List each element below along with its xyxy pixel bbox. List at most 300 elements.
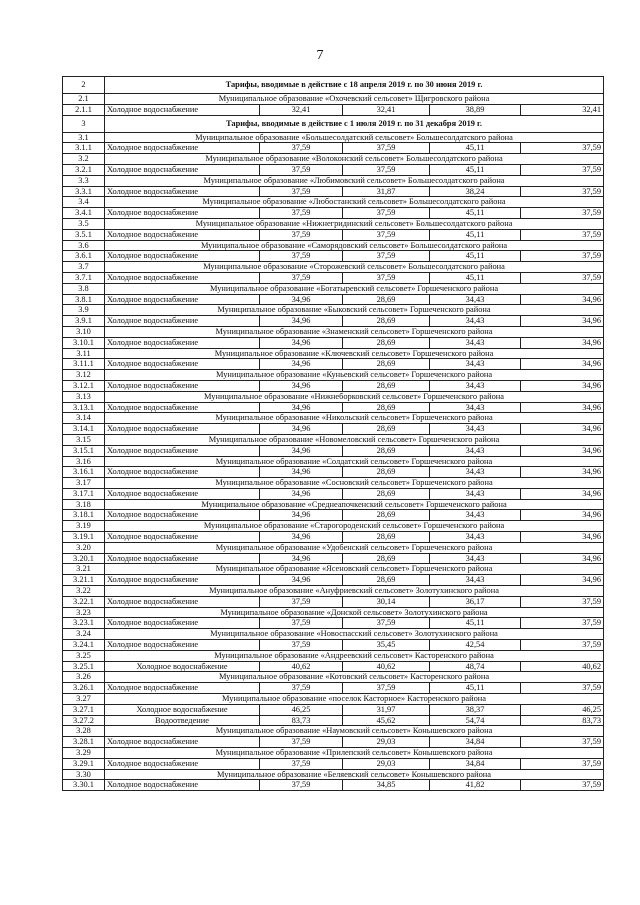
tariff-value-1: 34,96	[260, 359, 343, 370]
tariff-value-1: 34,96	[260, 316, 343, 327]
tariff-value-2: 28,69	[343, 510, 430, 521]
row-code: 3.18.1	[63, 510, 105, 521]
tariff-value-3: 41,82	[430, 780, 521, 791]
row-code: 3.5	[63, 218, 105, 229]
row-code: 3.2.1	[63, 164, 105, 175]
municipality-name: Муниципальное образование «Сосновский сельсовет» Горшеченского района	[105, 478, 604, 489]
row-code: 3.21.1	[63, 575, 105, 586]
tariff-value-3: 34,43	[430, 510, 521, 521]
tariff-value-2: 28,69	[343, 294, 430, 305]
service-name: Холодное водоснабжение	[105, 553, 260, 564]
tariff-value-1: 34,96	[260, 294, 343, 305]
tariff-value-2: 28,69	[343, 316, 430, 327]
tariff-value-2: 28,69	[343, 337, 430, 348]
service-name: Холодное водоснабжение	[105, 251, 260, 262]
row-code: 3.12	[63, 370, 105, 381]
table-row	[63, 488, 604, 499]
municipality-name: Муниципальное образование «Саморядовский сельсовет» Большесолдатского района	[105, 240, 604, 251]
municipality-name: Муниципальное образование «Ануфриевский сельсовет» Золотухинского района	[105, 586, 604, 597]
table-row	[63, 380, 604, 391]
municipality-row	[63, 218, 604, 229]
tariff-value-3: 34,84	[430, 758, 521, 769]
tariff-value-3: 34,43	[430, 553, 521, 564]
municipality-name: Муниципальное образование «Сторожевский сельсовет» Большесолдатского района	[105, 262, 604, 273]
table-row	[63, 467, 604, 478]
municipality-name: Муниципальное образование «Ключевский сельсовет» Горшеченского района	[105, 348, 604, 359]
tariff-value-3: 45,11	[430, 208, 521, 219]
tariff-value-4: 34,96	[521, 424, 604, 435]
row-code: 3.9.1	[63, 316, 105, 327]
tariff-value-2: 30,14	[343, 596, 430, 607]
row-code: 3.29	[63, 748, 105, 759]
tariff-value-4: 83,73	[521, 715, 604, 726]
service-name: Водоотведение	[105, 715, 260, 726]
tariff-value-1: 34,96	[260, 488, 343, 499]
service-name: Холодное водоснабжение	[105, 229, 260, 240]
tariff-value-3: 45,11	[430, 143, 521, 154]
row-code: 3.24.1	[63, 640, 105, 651]
service-name: Холодное водоснабжение	[105, 532, 260, 543]
municipality-row	[63, 726, 604, 737]
tariff-value-3: 34,43	[430, 337, 521, 348]
tariff-value-3: 45,11	[430, 229, 521, 240]
row-code: 3.7	[63, 262, 105, 273]
row-code: 3.26.1	[63, 683, 105, 694]
municipality-name: Муниципальное образование «Удобенский сельсовет» Горшеченского района	[105, 542, 604, 553]
service-name: Холодное водоснабжение	[105, 488, 260, 499]
tariff-value-3: 34,43	[430, 445, 521, 456]
row-code: 3.12.1	[63, 380, 105, 391]
table-row	[63, 758, 604, 769]
municipality-name: Муниципальное образование «Волоконский сельсовет» Большесолдатского района	[105, 154, 604, 165]
table-row	[63, 272, 604, 283]
municipality-name: Муниципальное образование «Большесолдатский сельсовет» Большесолдатского района	[105, 132, 604, 143]
row-code: 3.17.1	[63, 488, 105, 499]
tariff-value-4: 34,96	[521, 294, 604, 305]
tariff-value-1: 37,59	[260, 251, 343, 262]
row-code: 3.28.1	[63, 737, 105, 748]
table-row	[63, 704, 604, 715]
tariff-value-4: 34,96	[521, 316, 604, 327]
service-name: Холодное водоснабжение	[105, 272, 260, 283]
table-row	[63, 359, 604, 370]
row-code: 3.15.1	[63, 445, 105, 456]
row-code: 3.7.1	[63, 272, 105, 283]
municipality-row	[63, 521, 604, 532]
table-row	[63, 186, 604, 197]
tariff-value-1: 37,59	[260, 229, 343, 240]
tariff-value-1: 37,59	[260, 780, 343, 791]
service-name: Холодное водоснабжение	[105, 640, 260, 651]
municipality-row	[63, 240, 604, 251]
municipality-row	[63, 542, 604, 553]
tariff-value-2: 28,69	[343, 553, 430, 564]
table-row	[63, 510, 604, 521]
tariff-value-4: 34,96	[521, 488, 604, 499]
tariff-value-2: 40,62	[343, 661, 430, 672]
tariff-value-4: 37,59	[521, 229, 604, 240]
row-code: 3.1	[63, 132, 105, 143]
tariff-value-4: 34,96	[521, 402, 604, 413]
tariff-value-3: 45,11	[430, 164, 521, 175]
tariff-value-2: 28,69	[343, 359, 430, 370]
tariff-value-3: 34,43	[430, 359, 521, 370]
tariff-value-4: 34,96	[521, 575, 604, 586]
tariff-value-2: 45,62	[343, 715, 430, 726]
service-name: Холодное водоснабжение	[105, 661, 260, 672]
tariff-value-3: 34,43	[430, 488, 521, 499]
tariff-value-2: 31,87	[343, 186, 430, 197]
table-row	[63, 337, 604, 348]
row-code: 3.16	[63, 456, 105, 467]
row-code: 3.30	[63, 769, 105, 780]
table-row	[63, 553, 604, 564]
tariff-value-1: 83,73	[260, 715, 343, 726]
row-code: 3.15	[63, 434, 105, 445]
service-name: Холодное водоснабжение	[105, 294, 260, 305]
municipality-name: Муниципальное образование «Любимовский сельсовет» Большесолдатского района	[105, 175, 604, 186]
tariff-value-3: 34,43	[430, 467, 521, 478]
municipality-name: Муниципальное образование «Котовский сельсовет» Касторенского района	[105, 672, 604, 683]
tariff-value-3: 45,11	[430, 618, 521, 629]
municipality-name: Муниципальное образование «Андреевский сельсовет» Касторенского района	[105, 650, 604, 661]
municipality-row	[63, 748, 604, 759]
municipality-row	[63, 499, 604, 510]
table-row	[63, 445, 604, 456]
row-code: 3.1.1	[63, 143, 105, 154]
tariff-value-2: 28,69	[343, 445, 430, 456]
row-code: 3.26	[63, 672, 105, 683]
municipality-row	[63, 326, 604, 337]
municipality-name: Муниципальное образование «Среднеапочкенский сельсовет» Горшеченского района	[105, 499, 604, 510]
row-code: 3.20	[63, 542, 105, 553]
tariff-value-4: 37,59	[521, 758, 604, 769]
municipality-name: Муниципальное образование «Любостанский сельсовет» Большесолдатского района	[105, 197, 604, 208]
tariff-value-2: 28,69	[343, 380, 430, 391]
tariff-value-4: 37,59	[521, 186, 604, 197]
tariff-value-4: 32,41	[521, 104, 604, 115]
municipality-row	[63, 564, 604, 575]
tariff-value-4: 37,59	[521, 683, 604, 694]
row-code: 3.27.1	[63, 704, 105, 715]
service-name: Холодное водоснабжение	[105, 164, 260, 175]
tariff-value-1: 34,96	[260, 575, 343, 586]
municipality-name: Муниципальное образование «поселок Касторное» Касторенского района	[105, 694, 604, 705]
tariff-value-2: 32,41	[343, 104, 430, 115]
tariff-value-3: 36,17	[430, 596, 521, 607]
row-code: 3.4	[63, 197, 105, 208]
municipality-row	[63, 413, 604, 424]
tariff-value-4: 34,96	[521, 510, 604, 521]
table-row	[63, 104, 604, 115]
tariff-value-4: 46,25	[521, 704, 604, 715]
tariff-value-3: 48,74	[430, 661, 521, 672]
table-row	[63, 316, 604, 327]
row-code: 3.11	[63, 348, 105, 359]
row-code: 3.27	[63, 694, 105, 705]
tariff-value-3: 34,43	[430, 402, 521, 413]
table-row	[63, 229, 604, 240]
municipality-name: Муниципальное образование «Богатыревский сельсовет» Горшеченского района	[105, 283, 604, 294]
municipality-name: Муниципальное образование «Нижнегридинский сельсовет» Большесолдатского района	[105, 218, 604, 229]
row-code: 3.21	[63, 564, 105, 575]
tariff-value-4: 34,96	[521, 359, 604, 370]
row-code: 3.2	[63, 154, 105, 165]
municipality-row	[63, 478, 604, 489]
tariff-value-3: 38,24	[430, 186, 521, 197]
section-header-row	[63, 77, 604, 94]
row-code: 3.22	[63, 586, 105, 597]
row-code: 3.20.1	[63, 553, 105, 564]
row-code: 3.14	[63, 413, 105, 424]
row-code: 3.17	[63, 478, 105, 489]
municipality-row	[63, 154, 604, 165]
row-code: 3.19	[63, 521, 105, 532]
tariff-value-4: 34,96	[521, 337, 604, 348]
tariff-value-2: 34,85	[343, 780, 430, 791]
tariff-value-2: 31,97	[343, 704, 430, 715]
tariff-value-1: 34,96	[260, 510, 343, 521]
tariff-value-2: 37,59	[343, 251, 430, 262]
tariff-value-2: 37,59	[343, 272, 430, 283]
service-name: Холодное водоснабжение	[105, 337, 260, 348]
row-code: 3.14.1	[63, 424, 105, 435]
municipality-row	[63, 391, 604, 402]
tariff-value-3: 34,43	[430, 316, 521, 327]
tariff-value-3: 34,43	[430, 575, 521, 586]
tariff-value-3: 38,37	[430, 704, 521, 715]
municipality-name: Муниципальное образование «Наумовский сельсовет» Конышевского района	[105, 726, 604, 737]
tariff-value-4: 37,59	[521, 164, 604, 175]
municipality-name: Муниципальное образование «Старогороденский сельсовет» Горшеченского района	[105, 521, 604, 532]
row-code: 3.4.1	[63, 208, 105, 219]
table-row	[63, 532, 604, 543]
tariff-value-3: 42,54	[430, 640, 521, 651]
row-code: 3.22.1	[63, 596, 105, 607]
tariff-value-3: 45,11	[430, 683, 521, 694]
row-code: 3.13	[63, 391, 105, 402]
tariff-value-2: 37,59	[343, 683, 430, 694]
table-row	[63, 618, 604, 629]
tariff-value-3: 34,43	[430, 380, 521, 391]
municipality-row	[63, 456, 604, 467]
tariff-value-3: 38,89	[430, 104, 521, 115]
tariff-value-1: 37,59	[260, 186, 343, 197]
row-code: 3.8.1	[63, 294, 105, 305]
tariff-value-1: 37,59	[260, 758, 343, 769]
section-header-row	[63, 115, 604, 132]
service-name: Холодное водоснабжение	[105, 143, 260, 154]
tariff-value-2: 37,59	[343, 618, 430, 629]
tariff-value-2: 29,03	[343, 737, 430, 748]
tariff-value-1: 37,59	[260, 208, 343, 219]
table-row	[63, 294, 604, 305]
row-code: 2.1	[63, 94, 105, 105]
service-name: Холодное водоснабжение	[105, 618, 260, 629]
service-name: Холодное водоснабжение	[105, 737, 260, 748]
tariff-value-1: 40,62	[260, 661, 343, 672]
row-code: 3.10	[63, 326, 105, 337]
row-code: 3.3	[63, 175, 105, 186]
tariff-value-4: 37,59	[521, 251, 604, 262]
tariff-value-2: 28,69	[343, 488, 430, 499]
service-name: Холодное водоснабжение	[105, 186, 260, 197]
municipality-row	[63, 607, 604, 618]
tariff-value-1: 34,96	[260, 467, 343, 478]
tariff-value-1: 34,96	[260, 424, 343, 435]
municipality-row	[63, 283, 604, 294]
municipality-name: Муниципальное образование «Куньевский сельсовет» Горшеченского района	[105, 370, 604, 381]
row-code: 2.1.1	[63, 104, 105, 115]
tariff-value-1: 32,41	[260, 104, 343, 115]
table-row	[63, 143, 604, 154]
service-name: Холодное водоснабжение	[105, 510, 260, 521]
tariff-value-4: 37,59	[521, 618, 604, 629]
municipality-name: Муниципальное образование «Быковский сельсовет» Горшеченского района	[105, 305, 604, 316]
table-row	[63, 575, 604, 586]
row-code: 3.30.1	[63, 780, 105, 791]
tariff-value-1: 34,96	[260, 553, 343, 564]
service-name: Холодное водоснабжение	[105, 424, 260, 435]
municipality-row	[63, 348, 604, 359]
table-row	[63, 715, 604, 726]
section-title: Тарифы, вводимые в действие с 18 апреля 2019 г. по 30 июня 2019 г.	[105, 77, 604, 94]
tariff-value-4: 34,96	[521, 445, 604, 456]
municipality-row	[63, 197, 604, 208]
tariff-value-2: 28,69	[343, 532, 430, 543]
tariff-value-1: 37,59	[260, 596, 343, 607]
municipality-row	[63, 672, 604, 683]
tariff-value-4: 40,62	[521, 661, 604, 672]
row-code: 3	[63, 115, 105, 132]
tariff-value-4: 37,59	[521, 640, 604, 651]
tariff-value-2: 37,59	[343, 143, 430, 154]
row-code: 3.16.1	[63, 467, 105, 478]
municipality-row	[63, 94, 604, 105]
tariff-value-2: 28,69	[343, 467, 430, 478]
tariff-value-4: 37,59	[521, 780, 604, 791]
tariff-value-4: 37,59	[521, 737, 604, 748]
service-name: Холодное водоснабжение	[105, 208, 260, 219]
municipality-row	[63, 370, 604, 381]
municipality-row	[63, 175, 604, 186]
table-row	[63, 208, 604, 219]
row-code: 3.9	[63, 305, 105, 316]
table-row	[63, 251, 604, 262]
tariff-value-4: 34,96	[521, 553, 604, 564]
service-name: Холодное водоснабжение	[105, 104, 260, 115]
table-row	[63, 164, 604, 175]
municipality-row	[63, 586, 604, 597]
municipality-name: Муниципальное образование «Знаменский сельсовет» Горшеченского района	[105, 326, 604, 337]
section-title: Тарифы, вводимые в действие с 1 июля 2019 г. по 31 декабря 2019 г.	[105, 115, 604, 132]
tariff-value-4: 34,96	[521, 380, 604, 391]
tariff-value-1: 34,96	[260, 402, 343, 413]
page-number: 7	[316, 48, 324, 63]
service-name: Холодное водоснабжение	[105, 445, 260, 456]
row-code: 3.19.1	[63, 532, 105, 543]
service-name: Холодное водоснабжение	[105, 359, 260, 370]
service-name: Холодное водоснабжение	[105, 380, 260, 391]
tariff-value-3: 45,11	[430, 251, 521, 262]
tariff-value-4: 37,59	[521, 143, 604, 154]
municipality-name: Муниципальное образование «Нижнеборковский сельсовет» Горшеченского района	[105, 391, 604, 402]
tariff-value-2: 35,45	[343, 640, 430, 651]
tariff-value-4: 37,59	[521, 272, 604, 283]
table-row	[63, 737, 604, 748]
row-code: 3.6	[63, 240, 105, 251]
tariff-value-1: 37,59	[260, 683, 343, 694]
municipality-name: Муниципальное образование «Солдатский сельсовет» Горшеченского района	[105, 456, 604, 467]
municipality-name: Муниципальное образование «Охочевский сельсовет» Щигровского района	[105, 94, 604, 105]
row-code: 3.23.1	[63, 618, 105, 629]
row-code: 3.8	[63, 283, 105, 294]
municipality-row	[63, 629, 604, 640]
table-row	[63, 640, 604, 651]
tariff-value-2: 28,69	[343, 424, 430, 435]
municipality-name: Муниципальное образование «Беляевский сельсовет» Конышевского района	[105, 769, 604, 780]
tariff-value-3: 45,11	[430, 272, 521, 283]
municipality-name: Муниципальное образование «Новомеловский сельсовет» Горшеченского района	[105, 434, 604, 445]
table-row	[63, 661, 604, 672]
service-name: Холодное водоснабжение	[105, 704, 260, 715]
service-name: Холодное водоснабжение	[105, 316, 260, 327]
service-name: Холодное водоснабжение	[105, 402, 260, 413]
tariff-value-1: 37,59	[260, 164, 343, 175]
municipality-row	[63, 434, 604, 445]
municipality-row	[63, 769, 604, 780]
row-code: 2	[63, 77, 105, 94]
row-code: 3.6.1	[63, 251, 105, 262]
tariff-value-1: 37,59	[260, 143, 343, 154]
row-code: 3.10.1	[63, 337, 105, 348]
municipality-name: Муниципальное образование «Никольский сельсовет» Горшеченского района	[105, 413, 604, 424]
row-code: 3.18	[63, 499, 105, 510]
service-name: Холодное водоснабжение	[105, 780, 260, 791]
tariff-value-3: 34,43	[430, 532, 521, 543]
municipality-name: Муниципальное образование «Новоспасский сельсовет» Золотухинского района	[105, 629, 604, 640]
municipality-name: Муниципальное образование «Донской сельсовет» Золотухинского района	[105, 607, 604, 618]
service-name: Холодное водоснабжение	[105, 467, 260, 478]
municipality-row	[63, 305, 604, 316]
tariff-value-4: 34,96	[521, 532, 604, 543]
tariff-table	[62, 76, 604, 791]
table-row	[63, 596, 604, 607]
row-code: 3.27.2	[63, 715, 105, 726]
service-name: Холодное водоснабжение	[105, 683, 260, 694]
tariff-value-3: 34,43	[430, 294, 521, 305]
tariff-value-1: 37,59	[260, 640, 343, 651]
tariff-value-1: 34,96	[260, 532, 343, 543]
tariff-value-1: 46,25	[260, 704, 343, 715]
service-name: Холодное водоснабжение	[105, 758, 260, 769]
row-code: 3.23	[63, 607, 105, 618]
municipality-row	[63, 262, 604, 273]
municipality-row	[63, 694, 604, 705]
tariff-value-1: 34,96	[260, 445, 343, 456]
row-code: 3.5.1	[63, 229, 105, 240]
row-code: 3.29.1	[63, 758, 105, 769]
tariff-value-2: 37,59	[343, 208, 430, 219]
tariff-value-1: 37,59	[260, 737, 343, 748]
municipality-row	[63, 650, 604, 661]
municipality-name: Муниципальное образование «Прилепский сельсовет» Конышевского района	[105, 748, 604, 759]
row-code: 3.3.1	[63, 186, 105, 197]
tariff-value-4: 37,59	[521, 208, 604, 219]
tariff-value-3: 34,43	[430, 424, 521, 435]
tariff-value-1: 37,59	[260, 272, 343, 283]
tariff-value-2: 29,03	[343, 758, 430, 769]
